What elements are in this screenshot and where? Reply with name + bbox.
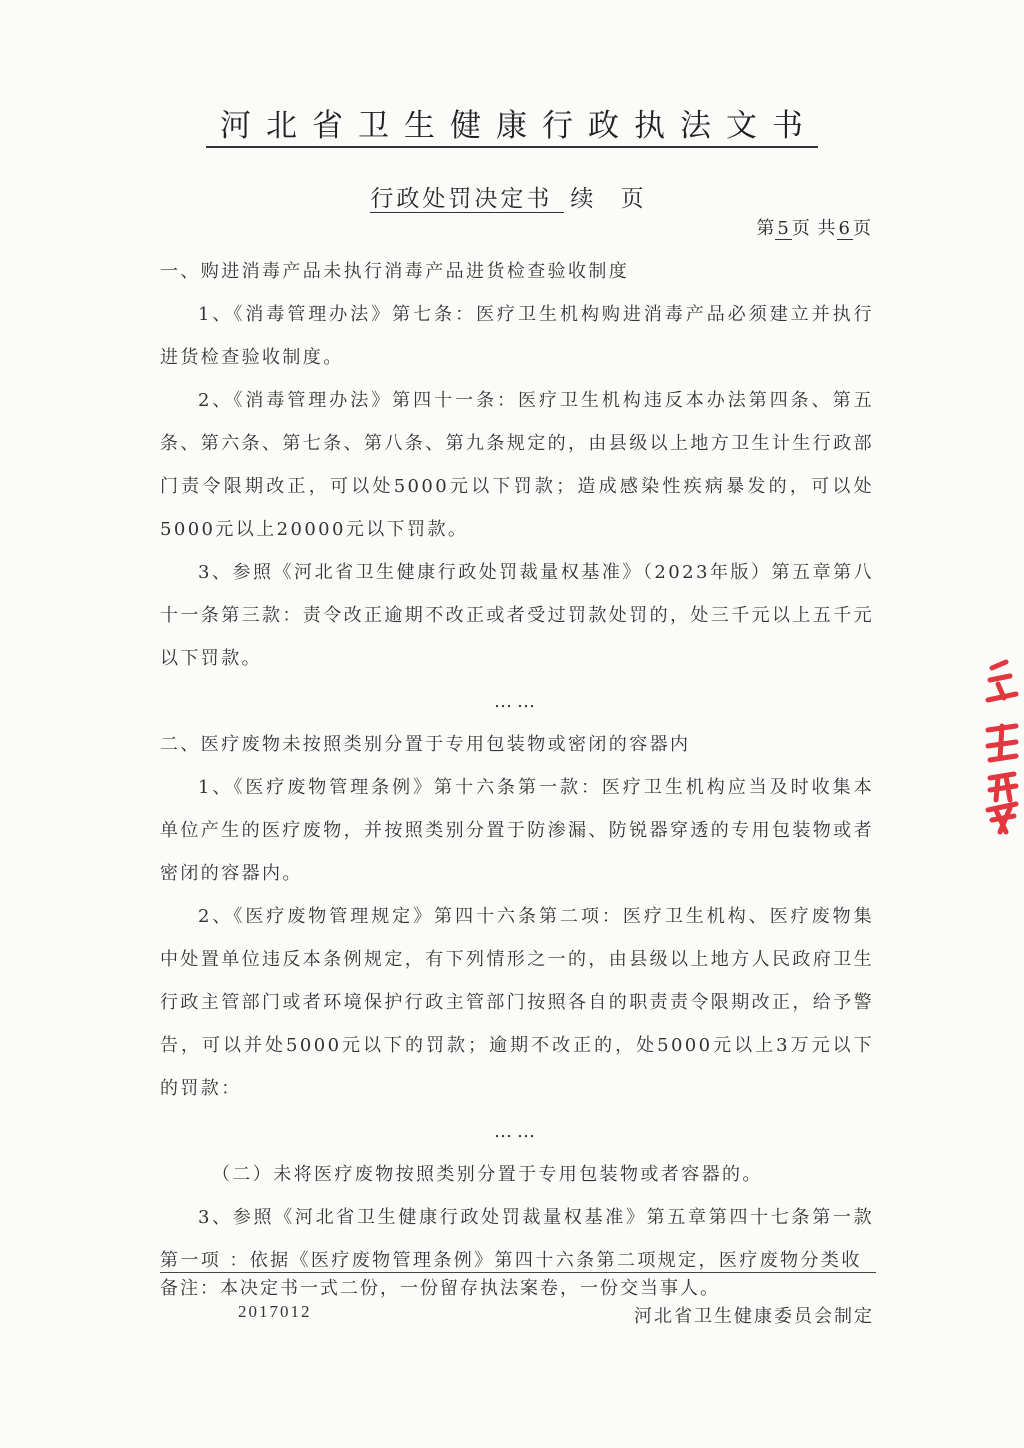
document-body xyxy=(160,250,874,1282)
document-subtitle xyxy=(0,180,1024,213)
document-title: 河北省卫生健康行政执法文书 xyxy=(0,100,1024,145)
paragraph: 2、《消毒管理办法》第四十一条：医疗卫生机构违反本办法第四条、第五条、第六条、第七条、第八条、第九条规定的，由县级以上地方卫生计生行政部门责令限期改正，可以处5000元以下罚款；造成感染性疾病暴发的，可以处5000元以上20000元以下罚款。 xyxy=(160,390,874,540)
paragraph: 1、《医疗废物管理条例》第十六条第一款：医疗卫生机构应当及时收集本单位产生的医疗废物，并按照类别分置于防渗漏、防锐器穿透的专用包装物或者密闭的容器内。 xyxy=(160,777,874,884)
paragraph: 2、《医疗废物管理规定》第四十六条第二项：医疗卫生机构、医疗废物集中处置单位违反本条例规定，有下列情形之一的，由县级以上地方人民政府卫生行政主管部门或者环境保护行政主管部门按照各自的职责责令限期改正，给予警告，可以并处5000元以下的罚款；逾期不改正的，处5000元以上3万元以下的罚款： xyxy=(160,906,874,1099)
paragraph: 1、《消毒管理办法》第七条：医疗卫生机构购进消毒产品必须建立并执行进货检查验收制度。 xyxy=(160,304,874,368)
issuing-authority: 河北省卫生健康委员会制定 xyxy=(634,1306,874,1327)
page-number: 第 5 页 共 6 页 xyxy=(756,218,872,239)
total-pages: 6 xyxy=(838,218,851,239)
paragraph: 3、参照《河北省卫生健康行政处罚裁量权基准》第五章第四十七条第一款第一项 ：依据《医疗废物管理条例》第四十六条第二项规定，医疗废物分类收 xyxy=(160,1207,874,1271)
footer-divider xyxy=(160,1272,876,1273)
form-number: 2017012 xyxy=(238,1302,312,1321)
sub-item: （二）未将医疗废物按照类别分置于专用包装物或者容器的。 xyxy=(212,1164,763,1185)
ellipsis: …… xyxy=(494,691,540,712)
section-heading-1: 一、购进消毒产品未执行消毒产品进货检查验收制度 xyxy=(160,261,630,282)
footer-remark: 备注：本决定书一式二份，一份留存执法案卷，一份交当事人。 xyxy=(160,1278,720,1299)
paragraph: 3、参照《河北省卫生健康行政处罚裁量权基准》（2023年版）第五章第八十一条第三款：责令改正逾期不改正或者受过罚款处罚的，处三千元以上五千元以下罚款。 xyxy=(160,562,874,669)
section-heading-2: 二、医疗废物未按照类别分置于专用包装物或密闭的容器内 xyxy=(160,734,691,755)
subtitle-suffix: 续 页 xyxy=(570,186,654,212)
current-page: 5 xyxy=(777,218,790,239)
subtitle-doc-type: 行政处罚决定书 xyxy=(370,186,564,213)
partial-seal-stamp-icon xyxy=(976,650,1024,840)
ellipsis: …… xyxy=(494,1121,540,1142)
